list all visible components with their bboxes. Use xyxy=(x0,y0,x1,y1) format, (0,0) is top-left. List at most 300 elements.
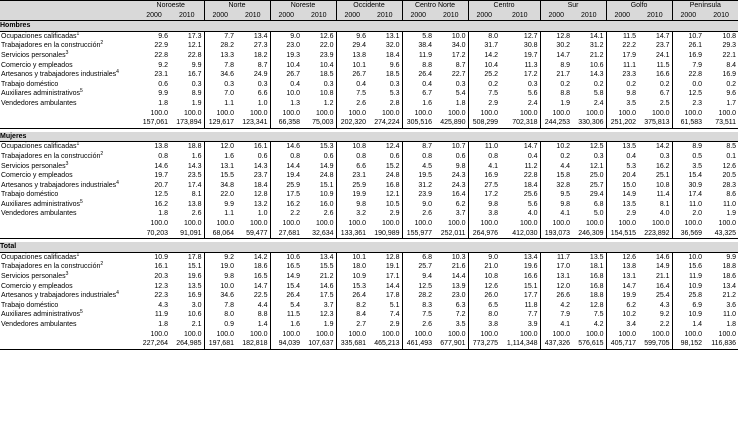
value-cell: 17.4 xyxy=(672,190,704,200)
footnote-marker: 4 xyxy=(116,290,119,297)
value-cell: 12.8 xyxy=(253,191,268,199)
year-header: 2000 xyxy=(138,11,170,21)
value-cell: 16.9 xyxy=(672,51,704,61)
value-cell: 0.8 xyxy=(468,152,500,162)
value-cell: 1.3 xyxy=(270,99,302,109)
row-label-cell xyxy=(0,99,138,109)
value-cell: 73,511 xyxy=(704,118,738,128)
value-cell: 4.3 xyxy=(659,301,670,309)
value-cell: 61,583 xyxy=(672,118,704,128)
value-cell: 9.8 xyxy=(468,200,500,210)
value-cell: 2.2 xyxy=(270,209,302,219)
value-cell: 0.3 xyxy=(323,80,334,88)
value-cell: 508,299 xyxy=(468,118,500,128)
value-cell: 25.7 xyxy=(589,181,604,189)
value-cell: 9.8 xyxy=(455,162,466,170)
value-cell: 13.1 xyxy=(385,32,400,40)
value-cell: 32.0 xyxy=(385,42,400,50)
absolute-total-row xyxy=(0,229,738,239)
year-header: 2010 xyxy=(170,11,204,21)
value-cell: 7.5 xyxy=(402,310,434,320)
value-cell: 5.3 xyxy=(606,162,638,172)
value-cell: 223,892 xyxy=(638,229,672,239)
value-cell: 13.4 xyxy=(319,253,334,261)
value-cell: 5.4 xyxy=(270,301,302,311)
value-cell: 16.0 xyxy=(319,200,334,208)
value-cell: 4.0 xyxy=(659,210,670,218)
value-cell: 15.5 xyxy=(204,171,236,181)
value-cell: 24.3 xyxy=(451,181,466,189)
value-cell: 0.1 xyxy=(726,152,737,160)
row-label: Comercio y empleados xyxy=(1,172,73,180)
value-cell: 1.8 xyxy=(158,210,168,218)
value-cell: 17.3 xyxy=(187,32,202,40)
table-row xyxy=(0,89,738,99)
value-cell: 9.6 xyxy=(336,31,368,41)
row-label: Servicios personales xyxy=(1,273,66,281)
value-cell: 8.8 xyxy=(402,61,434,71)
value-cell: 12.5 xyxy=(672,89,704,99)
value-cell: 11.0 xyxy=(468,142,500,152)
value-cell: 9.6 xyxy=(726,90,737,98)
row-label: Auxiliares administrativos xyxy=(1,200,80,208)
footnote-marker: 2 xyxy=(100,261,104,268)
value-cell: 6.3 xyxy=(455,301,466,309)
value-cell: 3.2 xyxy=(336,209,368,219)
value-cell: 5.0 xyxy=(593,210,604,218)
value-cell: 100.0 xyxy=(586,330,604,338)
value-cell: 11.9 xyxy=(154,311,168,319)
value-cell: 2.1 xyxy=(191,321,202,328)
value-cell: 13.1 xyxy=(606,272,638,282)
value-cell: 12.3 xyxy=(319,311,334,319)
value-cell: 100.0 xyxy=(718,330,737,338)
value-cell: 100.0 xyxy=(718,220,737,228)
value-cell: 1,114,348 xyxy=(500,339,540,349)
table-row xyxy=(0,282,738,292)
value-cell: 335,681 xyxy=(336,339,368,349)
value-cell: 16.2 xyxy=(154,200,168,208)
value-cell: 21.0 xyxy=(468,262,500,272)
value-cell: 461,493 xyxy=(402,339,434,349)
value-cell: 1.6 xyxy=(191,152,202,160)
value-cell: 15.2 xyxy=(385,162,400,170)
row-label: Artesanos y trabajadores industriales xyxy=(1,292,117,300)
value-cell: 98,152 xyxy=(672,339,704,349)
table-row xyxy=(0,51,738,61)
value-cell: 4.1 xyxy=(540,209,572,219)
value-cell: 94,039 xyxy=(270,339,302,349)
percent-total-row xyxy=(0,330,738,340)
value-cell: 9.8 xyxy=(204,272,236,282)
value-cell: 59,477 xyxy=(236,229,270,239)
value-cell: 17.7 xyxy=(523,292,538,300)
value-cell: 12.5 xyxy=(154,191,168,199)
value-cell: 18.6 xyxy=(722,273,737,281)
value-cell: 100.0 xyxy=(249,109,268,117)
value-cell: 16.6 xyxy=(655,71,670,79)
value-cell: 23.3 xyxy=(606,70,638,80)
value-cell: 30.8 xyxy=(523,42,538,50)
value-cell: 2.9 xyxy=(606,209,638,219)
value-cell: 11.1 xyxy=(606,61,638,71)
value-cell: 2.9 xyxy=(389,321,400,328)
footnote-marker: 3 xyxy=(65,271,69,278)
row-label-cell xyxy=(0,51,138,61)
value-cell: 9.2 xyxy=(204,252,236,262)
value-cell: 13.8 xyxy=(606,262,638,272)
value-cell: 23.9 xyxy=(402,190,434,200)
value-cell: 26.1 xyxy=(672,41,704,51)
value-cell: 5.3 xyxy=(389,90,400,98)
value-cell: 16.9 xyxy=(187,292,202,300)
value-cell: 25.8 xyxy=(672,291,704,301)
year-header: 2000 xyxy=(672,11,704,21)
value-cell: 19.7 xyxy=(154,172,168,180)
value-cell: 26.7 xyxy=(270,70,302,80)
section-title: Mujeres xyxy=(0,132,738,142)
value-cell: 8.4 xyxy=(726,61,737,69)
value-cell: 11.9 xyxy=(672,272,704,282)
value-cell: 11.5 xyxy=(606,31,638,41)
year-header: 2010 xyxy=(500,11,540,21)
value-cell: 14.9 xyxy=(270,272,302,282)
value-cell: 5.4 xyxy=(455,90,466,98)
value-cell: 773,275 xyxy=(468,339,500,349)
value-cell: 34.6 xyxy=(204,291,236,301)
value-cell: 100.0 xyxy=(150,220,168,228)
row-label-cell xyxy=(0,200,138,210)
value-cell: 155,977 xyxy=(402,229,434,239)
value-cell: 2.3 xyxy=(672,99,704,109)
value-cell: 15.4 xyxy=(270,282,302,292)
region-header: Centro xyxy=(468,1,540,11)
footnote-marker: 5 xyxy=(79,309,83,316)
value-cell: 2.0 xyxy=(672,209,704,219)
value-cell: 12.6 xyxy=(468,282,500,292)
footnote-marker: 1 xyxy=(76,251,80,258)
value-cell: 11.5 xyxy=(270,310,302,320)
row-label: Servicios personales xyxy=(1,162,66,170)
value-cell: 26.6 xyxy=(540,291,572,301)
value-cell: 25.9 xyxy=(270,181,302,191)
value-cell: 227,264 xyxy=(138,339,170,349)
value-cell: 3.5 xyxy=(606,99,638,109)
value-cell: 10.8 xyxy=(655,181,670,189)
value-cell: 21.7 xyxy=(540,70,572,80)
value-cell: 19.5 xyxy=(402,171,434,181)
value-cell: 0.3 xyxy=(257,80,268,88)
value-cell: 32.8 xyxy=(540,181,572,191)
value-cell: 27.3 xyxy=(253,42,268,50)
value-cell: 18.1 xyxy=(589,263,604,271)
value-cell: 30.9 xyxy=(672,181,704,191)
value-cell: 17.4 xyxy=(187,181,202,189)
value-cell: 677,901 xyxy=(434,339,468,349)
value-cell: 12.3 xyxy=(154,282,168,290)
value-cell: 12.0 xyxy=(540,282,572,292)
row-label: Ocupaciones calificadas xyxy=(1,143,77,151)
value-cell: 0.8 xyxy=(270,152,302,162)
value-cell: 4.5 xyxy=(402,162,434,172)
value-cell: 12.6 xyxy=(722,162,737,170)
value-cell: 0.2 xyxy=(540,80,572,90)
value-cell: 100.0 xyxy=(652,220,670,228)
value-cell: 6.6 xyxy=(336,162,368,172)
value-cell: 13.5 xyxy=(187,282,202,290)
region-header: Sur xyxy=(540,1,606,11)
value-cell: 17.9 xyxy=(606,51,638,61)
value-cell: 19.6 xyxy=(187,273,202,281)
value-cell: 100.0 xyxy=(336,109,368,119)
row-label-cell xyxy=(0,190,138,200)
value-cell: 100.0 xyxy=(315,109,334,117)
value-cell: 7.5 xyxy=(468,89,500,99)
row-label: Artesanos y trabajadores industriales xyxy=(1,181,117,189)
value-cell: 0.6 xyxy=(455,152,466,160)
value-cell: 100.0 xyxy=(540,109,572,119)
value-cell: 7.7 xyxy=(204,31,236,41)
region-header-row xyxy=(0,1,738,11)
value-cell: 465,213 xyxy=(368,339,402,349)
value-cell: 75,003 xyxy=(302,118,336,128)
value-cell: 9.8 xyxy=(606,89,638,99)
value-cell: 4.0 xyxy=(527,210,538,218)
value-cell: 11.3 xyxy=(524,61,538,69)
value-cell: 0.2 xyxy=(659,80,670,88)
value-cell: 13.8 xyxy=(187,200,202,208)
section-header-row xyxy=(0,21,738,32)
value-cell: 0.3 xyxy=(527,80,538,88)
value-cell: 0.6 xyxy=(323,152,334,160)
table-row xyxy=(0,70,738,80)
value-cell: 7.8 xyxy=(204,301,236,311)
value-cell: 8.9 xyxy=(672,142,704,152)
value-cell: 5.1 xyxy=(389,301,400,309)
row-label-cell xyxy=(0,262,138,272)
value-cell: 8.2 xyxy=(336,301,368,311)
value-cell: 19.4 xyxy=(270,171,302,181)
year-header-row xyxy=(0,11,738,21)
row-label-cell xyxy=(0,41,138,51)
value-cell: 702,318 xyxy=(500,118,540,128)
value-cell: 0.0 xyxy=(672,80,704,90)
value-cell: 12.5 xyxy=(402,282,434,292)
value-cell: 123,341 xyxy=(236,118,270,128)
value-cell: 32,634 xyxy=(302,229,336,239)
value-cell: 100.0 xyxy=(270,330,302,340)
year-header: 2000 xyxy=(402,11,434,21)
value-cell: 197,681 xyxy=(204,339,236,349)
value-cell: 15.8 xyxy=(540,171,572,181)
value-cell: 193,073 xyxy=(540,229,572,239)
value-cell: 9.2 xyxy=(659,311,670,319)
value-cell: 14.3 xyxy=(253,162,268,170)
value-cell: 9.6 xyxy=(158,32,168,40)
region-header: Golfo xyxy=(606,1,672,11)
value-cell: 38.4 xyxy=(402,41,434,51)
value-cell: 13.2 xyxy=(253,200,268,208)
value-cell: 3.5 xyxy=(455,321,466,328)
value-cell: 22.3 xyxy=(154,292,168,300)
value-cell: 100.0 xyxy=(336,219,368,229)
value-cell: 0.2 xyxy=(606,80,638,90)
percent-total-row xyxy=(0,219,738,229)
value-cell: 13.1 xyxy=(540,272,572,282)
value-cell: 25.9 xyxy=(336,181,368,191)
value-cell: 9.0 xyxy=(468,252,500,262)
value-cell: 29.4 xyxy=(336,41,368,51)
value-cell: 244,253 xyxy=(540,118,572,128)
value-cell: 25.4 xyxy=(655,292,670,300)
value-cell: 202,320 xyxy=(336,118,368,128)
table-row xyxy=(0,41,738,51)
value-cell: 17.2 xyxy=(451,51,466,59)
value-cell: 15.4 xyxy=(672,171,704,181)
value-cell: 100.0 xyxy=(448,220,466,228)
value-cell: 15.1 xyxy=(319,181,334,189)
value-cell: 100.0 xyxy=(652,109,670,117)
value-cell: 100.0 xyxy=(606,109,638,119)
table-row xyxy=(0,142,738,152)
value-cell: 27.5 xyxy=(468,181,500,191)
value-cell: 10.8 xyxy=(336,142,368,152)
value-cell: 7.0 xyxy=(204,89,236,99)
value-cell: 91,091 xyxy=(170,229,204,239)
value-cell: 0.8 xyxy=(158,152,168,160)
value-cell: 10.2 xyxy=(540,142,572,152)
year-header: 2000 xyxy=(270,11,302,21)
value-cell: 4.4 xyxy=(540,162,572,172)
region-header: Norte xyxy=(204,1,270,11)
value-cell: 17.0 xyxy=(540,262,572,272)
value-cell: 2.8 xyxy=(389,99,400,107)
value-cell: 18.8 xyxy=(589,292,604,300)
value-cell: 100.0 xyxy=(468,109,500,119)
value-cell: 18.0 xyxy=(336,262,368,272)
value-cell: 10.5 xyxy=(385,200,400,208)
value-cell: 251,202 xyxy=(606,118,638,128)
value-cell: 8.7 xyxy=(257,61,268,69)
value-cell: 100.0 xyxy=(150,109,168,117)
value-cell: 100.0 xyxy=(183,330,202,338)
value-cell: 9.6 xyxy=(389,61,400,69)
footnote-marker: 3 xyxy=(65,160,69,167)
value-cell: 599,705 xyxy=(638,339,672,349)
row-label-cell xyxy=(0,320,138,330)
value-cell: 13.4 xyxy=(253,32,268,40)
value-cell: 100.0 xyxy=(402,219,434,229)
value-cell: 15.3 xyxy=(336,282,368,292)
value-cell: 0.8 xyxy=(402,152,434,162)
value-cell: 21.1 xyxy=(655,273,670,281)
value-cell: 7.9 xyxy=(672,61,704,71)
value-cell: 14.4 xyxy=(270,162,302,172)
value-cell: 34.0 xyxy=(451,42,466,50)
value-cell: 10.0 xyxy=(270,89,302,99)
value-cell: 7.4 xyxy=(389,311,400,319)
value-cell: 17.1 xyxy=(385,273,400,281)
value-cell: 9.4 xyxy=(402,272,434,282)
value-cell: 10.9 xyxy=(319,191,334,199)
value-cell: 22.7 xyxy=(451,71,466,79)
value-cell: 15.6 xyxy=(672,262,704,272)
value-cell: 13.1 xyxy=(204,162,236,172)
year-header: 2000 xyxy=(540,11,572,21)
value-cell: 3.7 xyxy=(323,301,334,309)
value-cell: 17.2 xyxy=(468,190,500,200)
value-cell: 2.4 xyxy=(593,99,604,107)
value-cell: 12.8 xyxy=(589,301,604,309)
value-cell: 0.5 xyxy=(672,152,704,162)
value-cell: 100.0 xyxy=(336,330,368,340)
value-cell: 3.8 xyxy=(468,320,500,330)
value-cell: 13.5 xyxy=(606,200,638,210)
value-cell: 12.1 xyxy=(589,162,604,170)
value-cell: 18.8 xyxy=(722,263,737,271)
value-cell: 100.0 xyxy=(672,219,704,229)
row-label-cell xyxy=(0,152,138,162)
value-cell: 100.0 xyxy=(520,220,538,228)
value-cell: 19.0 xyxy=(204,262,236,272)
value-cell: 100.0 xyxy=(468,330,500,340)
row-label: Comercio y empleados xyxy=(1,282,73,290)
value-cell: 28.2 xyxy=(204,41,236,51)
value-cell: 264,985 xyxy=(170,339,204,349)
value-cell: 129,617 xyxy=(204,118,236,128)
table-row xyxy=(0,262,738,272)
value-cell: 28.2 xyxy=(402,291,434,301)
value-cell: 3.7 xyxy=(455,210,466,218)
row-label: Vendedores ambulantes xyxy=(1,210,77,218)
value-cell: 100.0 xyxy=(204,219,236,229)
value-cell: 12.5 xyxy=(589,143,604,151)
value-cell: 34.8 xyxy=(204,181,236,191)
row-label-cell xyxy=(0,89,138,99)
value-cell: 1.6 xyxy=(402,99,434,109)
value-cell: 8.0 xyxy=(468,31,500,41)
value-cell: 10.9 xyxy=(336,272,368,282)
value-cell: 21.2 xyxy=(722,292,737,300)
row-label: Trabajadores en la construcción xyxy=(1,42,101,50)
value-cell: 25.2 xyxy=(468,70,500,80)
year-header: 2000 xyxy=(204,11,236,21)
value-cell: 6.9 xyxy=(672,301,704,311)
value-cell: 19.9 xyxy=(606,291,638,301)
value-cell: 14.9 xyxy=(606,190,638,200)
value-cell: 14.6 xyxy=(154,162,168,170)
row-label-cell xyxy=(0,31,138,41)
value-cell: 11.0 xyxy=(672,200,704,210)
value-cell: 11.0 xyxy=(722,311,737,319)
value-cell: 0.3 xyxy=(455,80,466,88)
footnote-marker: 2 xyxy=(100,40,104,47)
value-cell: 2.6 xyxy=(336,99,368,109)
value-cell: 100.0 xyxy=(402,330,434,340)
value-cell: 16.7 xyxy=(187,71,202,79)
value-cell: 8.3 xyxy=(402,301,434,311)
value-cell: 11.4 xyxy=(656,191,670,199)
value-cell: 29.4 xyxy=(589,191,604,199)
value-cell: 16.6 xyxy=(523,273,538,281)
value-cell: 8.8 xyxy=(540,89,572,99)
value-cell: 11.5 xyxy=(656,61,670,69)
value-cell: 8.0 xyxy=(468,310,500,320)
footnote-marker: 4 xyxy=(116,179,119,186)
row-label: Servicios personales xyxy=(1,51,66,59)
value-cell: 100.0 xyxy=(402,109,434,119)
value-cell: 9.2 xyxy=(158,61,168,69)
